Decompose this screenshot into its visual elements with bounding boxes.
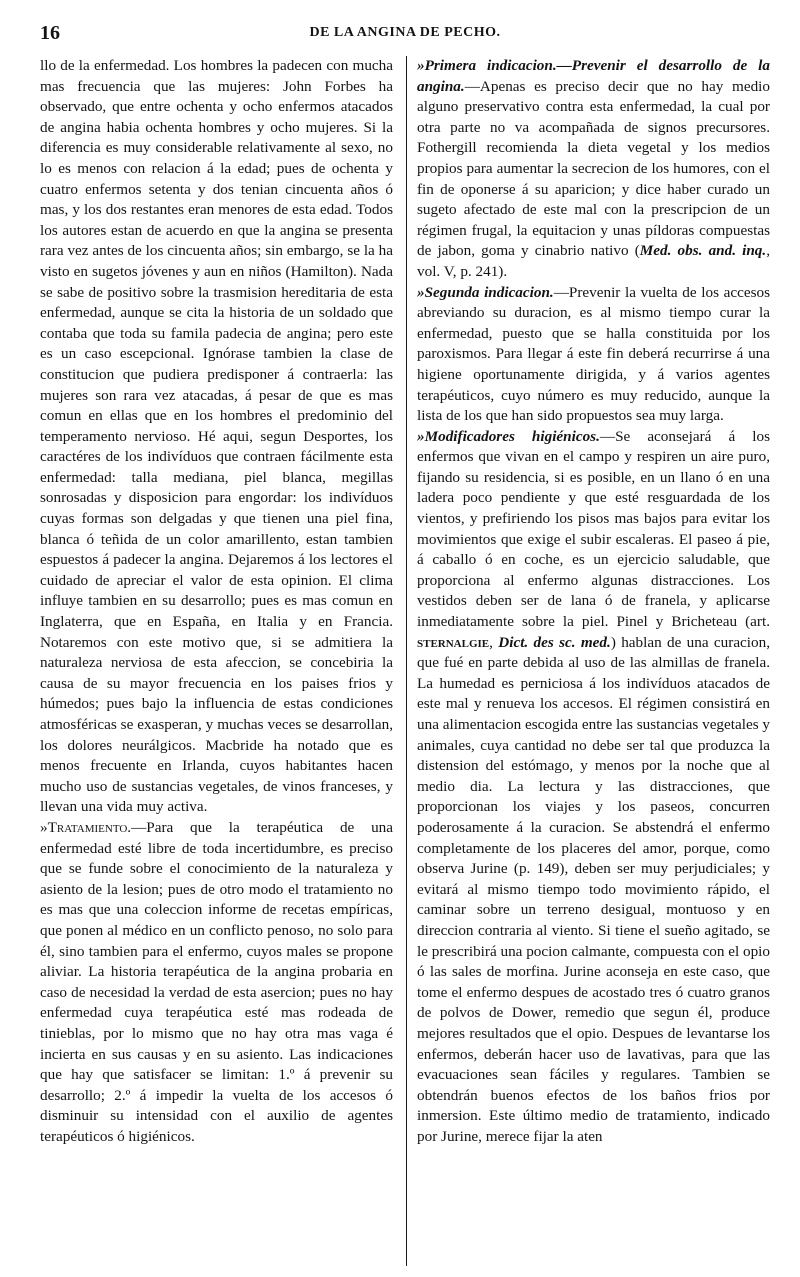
paragraph-segunda-indicacion [417,283,770,427]
column-divider [406,56,407,1266]
primera-indicacion-text: —Apenas es preciso decir que no hay medio alguno preservativo contra esta enfermedad, la cual por otra parte no va acompañada de signos precursores. Fothergill recomienda la dieta vegetal y los medios propios para aumentar la secrecion de los humores, con el fin de oponerse á su aparicion; y dice haber curado un sugeto afectado de este mal con la prescripcion de un régimen frugal, la equitacion y unas píldoras compuestas de jabon, goma y cinabrio nativo ( [417,77,770,260]
paragraph-sex-age: llo de la enfermedad. Los hombres la padecen con mucha mas frecuencia que las mujeres: John Forbes ha observado, que entre ochenta y ocho enfermos atacados de angina habia ochenta hombres y ocho mujeres. Si la diferencia es muy considerable relativamente al sexo, no lo es menos con relacion á la edad; pues de ochenta y cuatro enfermos setenta y dos tenian cincuenta años ó mas, y los dos restantes eran menores de esta edad. Todos los autores estan de acuerdo en que la angina se presenta rara vez antes de los cincuenta años; sin embargo, se la ha visto en sugetos jóvenes y aun en niños (Hamilton). Nada se sabe de positivo sobre la trasmision hereditaria de esta enfermedad, aunque se cita la historia de un soldado que contaba que toda su famila padecia de angina; pero este es un caso escepcional. Ignórase tambien la clase de constitucion que pudiera predisponer á contraerla: las mujeres son rara vez atacadas, á pesar de que es mas comun en ellas que en los hombres el predominio del temperamento nervioso. Hé aqui, segun Desportes, los caractéres de los indivíduos que contraen fácilmente esta enfermedad: talla mediana, piel blanca, megillas sonrosadas y disposicion para engordar: los indivíduos cuyas formas son delgadas y que tienen una piel fina, blanca ó teñida de un color amarillento, estan tambien espuestos á padecer la angina. Dejaremos á los lectores el cuidado de apreciar el valor de esta opinion. El clima influye tambien en su desarrollo; pues es mas comun en Inglaterra, que en España, en Italia y en Francia. Notaremos con este motivo que, si se admitiera la naturaleza nerviosa de esta afeccion, se concebiria la causa de su mayor frecuencia en los paises frios y húmedos; pues bajo la influencia de estas condiciones atmosféricas se exasperan, y muchas veces se desarrollan, los dolores neurálgicos. Macbride ha notado que es menos frecuente en Irlanda, cuyos habitantes hacen mucho uso de sustancias vegetales, de vinos franceses, y llevan una vida muy activa. [40,57,393,816]
page-title: DE LA ANGINA DE PECHO. [309,25,501,40]
modificadores-text-b: , [489,633,499,651]
running-head [40,22,770,52]
paragraph-tratamiento [40,818,393,1148]
paragraph-modificadores [417,427,770,1148]
page-number: 16 [40,22,60,44]
paragraph-primera-indicacion [417,56,770,283]
segunda-indicacion-text: —Prevenir la vuelta de los accesos abreviando su duracion, es al mismo tiempo curar la enfermedad, puesto que se halla constituida por los paroxismos. Para llegar á este fin deberá recurrirse á una higiene oportunamente dirigida, y á varios agentes terapéuticos, cuyo número es muy reducido, aunque la lista de los que han sido propuestos sea muy larga. [417,283,770,425]
tratamiento-heading: »Tratamiento. [40,818,132,836]
left-column [40,56,393,1147]
citation-med-obs: Med. obs. and. inq. [639,242,767,260]
modificadores-text-a: —Se aconsejará á los enfermos que vivan en el campo y respiren un aire puro, fijando su residencia, si es posible, en un llano ó en una ladera poco pendiente y que esté resguardada de los vientos, y prefiriendo los pisos mas bajos para evitar los movimientos que exige el subir escaleras. El paseo á pie, á caballo ó en coche, es un ejercicio saludable, que proporciona al enfermo algunas distracciones. Los vestidos deben ser de lana ó de franela, y aplicarse inmediatamente sobre la piel. Pinel y Bricheteau (art. [417,427,771,631]
segunda-indicacion-heading: »Segunda indicacion. [417,283,554,301]
tratamiento-text: —Para que la terapéutica de una enfermedad esté libre de toda incertidumbre, es preciso que se funde sobre el conocimiento de la naturaleza y asiento de la lesion; pues de otro modo el tratamiento no es mas que una coleccion informe de recetas empíricas, que ponen al médico en un conflicto penoso, no solo para él, sino tambien para el enfermo, cuyos males se propone aliviar. La historia terapéutica de la angina probaria en caso de necesidad la verdad de esta asercion; pues no hay enfermedad cuya terapéutica esté mas rodeada de tinieblas, por lo mismo que no hay otra mas vaga é incierta en sus causas y en su asiento. Las indicaciones que hay que satisfacer se limitan: 1.º á prevenir su desarrollo; 2.º á impedir la vuelta de los accesos ó disminuir su intensidad con el auxilio de agentes terapéuticos ó higiénicos. [40,818,393,1145]
primera-indicacion-end: , vol. V, p. 241). [417,242,770,280]
sternalgie-term: sternalgie [417,633,490,651]
primera-indicacion-heading: »Primera indicacion.—Prevenir el desarrollo de la angina. [417,57,770,95]
citation-dict: Dict. des sc. med. [498,633,611,651]
modificadores-heading: »Modificadores higiénicos. [417,427,600,445]
right-column [417,56,770,1147]
text-columns [40,56,770,1147]
modificadores-text-c: ) hablan de una curacion, que fué en parte debida al uso de las almillas de franela. La humedad es perniciosa á los indivíduos atacados de este mal y renueva los accesos. El régimen consistirá en una alimentacion escogida entre las sustancias vegetales y animales, cuya cantidad no debe ser tal que produzca la distension del estómago, y menos por la noche que al medio dia. La lectura y las distracciones, que proporcionan los viajes y los paseos, concurren poderosamente á la curacion. Se abstendrá el enfermo completamente de los placeres del amor, porque, como observa Jurine (p. 149), deben ser muy perjudiciales; y evitará al mismo tiempo todo movimiento rápido, el caminar sobre un terreno desigual, montuoso y en direccion contraria al viento. Si tiene el sueño agitado, se le prescribirá una pocion calmante, compuesta con el opio ó las sales de morfina. Jurine aconseja en este caso, que tome el enfermo despues de acostado tres ó cuatro granos de polvos de Dower, remedio que segun él, produce mejores resultados que el opio. Despues de levantarse los enfermos, deberán hacer uso de lavativas, para que las evacuaciones sean fáciles y regulares. Tambien se obtendrán buenos efectos de los baños frios por inmersion. Este último medio de tratamiento, indicado por Jurine, merece fijar la aten [417,633,770,1145]
